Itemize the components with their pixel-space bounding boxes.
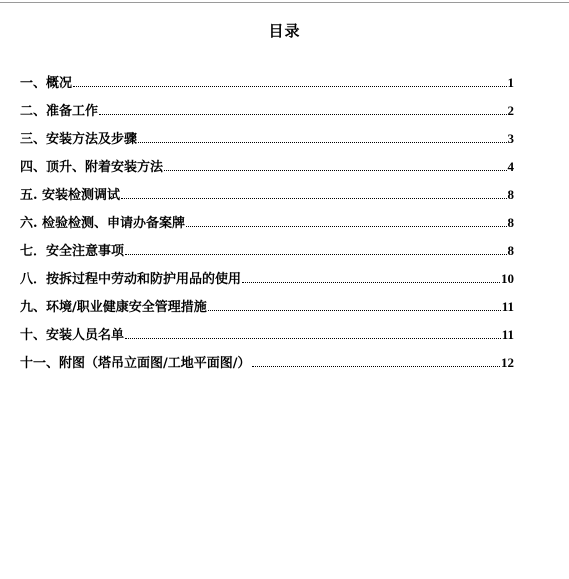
- toc-entry-label: 二、准备工作: [20, 104, 99, 119]
- toc-dot-leader: [73, 85, 506, 87]
- toc-entry-page: 4: [507, 159, 514, 174]
- toc-entry-page: 8: [507, 243, 514, 258]
- toc-dot-leader: [138, 141, 506, 143]
- toc-dot-leader: [252, 365, 501, 367]
- toc-entry-label: 五. 安装检测调试: [20, 188, 121, 203]
- toc-entry[interactable]: [20, 212, 514, 240]
- toc-entry-label: 一、概况: [20, 76, 73, 91]
- toc-entry[interactable]: [20, 72, 514, 100]
- toc-entry-page: 11: [501, 299, 514, 314]
- toc-entry[interactable]: [20, 240, 514, 268]
- toc-entry[interactable]: [20, 100, 514, 128]
- toc-entry[interactable]: [20, 184, 514, 212]
- toc-entry[interactable]: [20, 324, 514, 352]
- top-rule: [0, 2, 569, 3]
- toc-entry[interactable]: [20, 268, 514, 296]
- toc-entry[interactable]: [20, 296, 514, 324]
- toc-dot-leader: [99, 113, 506, 115]
- toc-entry[interactable]: [20, 352, 514, 380]
- toc-entry-page: 3: [507, 131, 514, 146]
- toc-entry-page: 8: [507, 187, 514, 202]
- toc-entry-page: 11: [501, 327, 514, 342]
- toc-entry-page: 10: [501, 271, 514, 286]
- toc-entry-label: 六. 检验检测、申请办备案牌: [20, 216, 186, 231]
- toc-entry-label: 七．安全注意事项: [20, 244, 125, 259]
- toc-dot-leader: [164, 169, 506, 171]
- toc-entry-label: 八．按拆过程中劳动和防护用品的使用: [20, 272, 242, 287]
- toc-entry-label: 十、安装人员名单: [20, 328, 125, 343]
- toc-entry-label: 三、安装方法及步骤: [20, 132, 138, 147]
- toc-dot-leader: [186, 225, 506, 227]
- toc-entry-page: 2: [507, 103, 514, 118]
- toc-dot-leader: [125, 337, 501, 339]
- table-of-contents: [20, 72, 514, 380]
- toc-dot-leader: [208, 309, 501, 311]
- toc-entry-page: 8: [507, 215, 514, 230]
- page-title: 目录: [268, 22, 301, 40]
- toc-entry[interactable]: [20, 128, 514, 156]
- toc-entry-label: 四、顶升、附着安装方法: [20, 160, 164, 175]
- toc-entry-page: 1: [507, 75, 514, 90]
- toc-entry[interactable]: [20, 156, 514, 184]
- toc-dot-leader: [121, 197, 506, 199]
- toc-dot-leader: [125, 253, 506, 255]
- toc-entry-label: 十一、附图（塔吊立面图/工地平面图/）: [20, 356, 251, 371]
- toc-entry-page: 12: [501, 355, 514, 370]
- toc-dot-leader: [242, 281, 500, 283]
- toc-entry-label: 九、环境/职业健康安全管理措施: [20, 300, 207, 315]
